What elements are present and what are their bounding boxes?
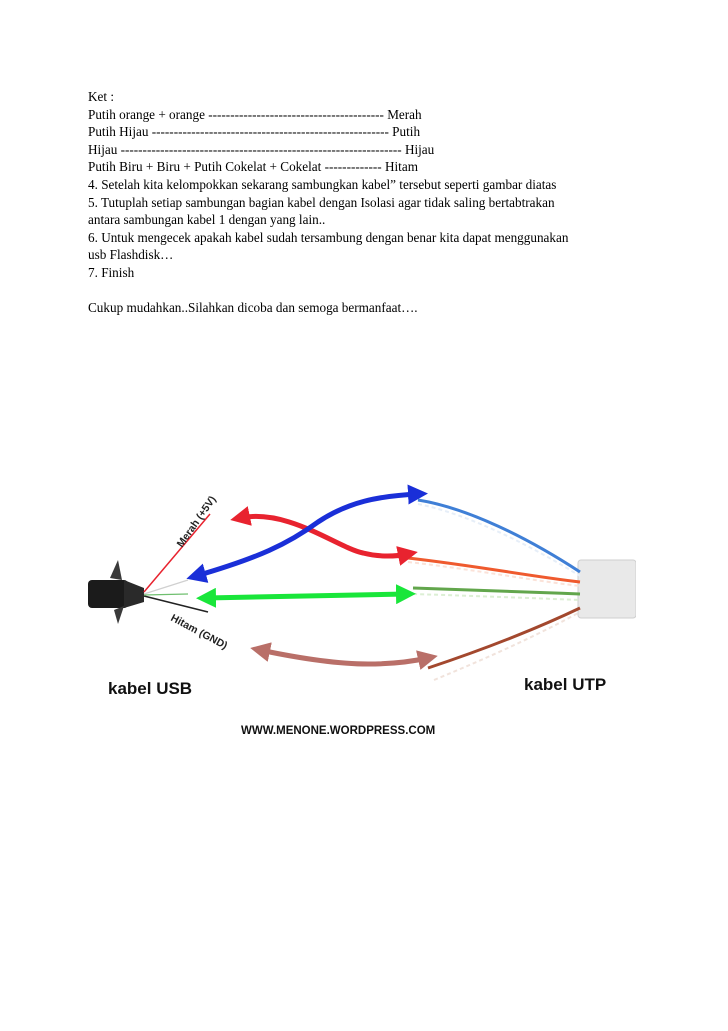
text-line-ket: Ket : (88, 89, 115, 104)
text-line-putih: Putih Hijau ------------------------------------------------------ Putih (88, 124, 421, 140)
text-line-hitam: Putih Biru + Biru + Putih Cokelat + Cokelat ------------- Hitam (88, 159, 418, 175)
arrow-blue (196, 494, 418, 576)
label-kabel-usb: kabel USB (108, 679, 193, 698)
text-line-hijau: Hijau ---------------------------------------------------------------- Hijau (88, 141, 435, 157)
arrow-brown (260, 650, 428, 664)
text-line-step-6-cont: usb Flashdisk… (88, 247, 174, 263)
label-kabel-utp: kabel UTP (524, 675, 607, 694)
text-line-step-4: 4. Setelah kita kelompokkan sekarang sambungkan kabel” tersebut seperti gambar diatas (88, 176, 557, 192)
text-line-step-7: 7. Finish (88, 264, 135, 280)
wiring-diagram (88, 468, 636, 740)
utp-cable (408, 500, 636, 680)
paragraph-spacer (88, 282, 648, 300)
text-line-step-5-cont: antara sambungan kabel 1 dengan yang lain.. (88, 212, 326, 228)
body-text (88, 88, 648, 317)
arrow-green (206, 594, 406, 598)
text-line-step-5: 5. Tutuplah setiap sambungan bagian kabel dengan Isolasi agar tidak saling bertabtrakan (88, 194, 555, 210)
closing-text: Cukup mudahkan..Silahkan dicoba dan semoga bermanfaat…. (88, 300, 418, 316)
label-merah: Merah (+5V) (174, 493, 219, 550)
text-line-merah: Putih orange + orange ---------------------------------------- Merah (88, 106, 422, 122)
wiring-diagram-figure (88, 468, 636, 740)
website-watermark: WWW.MENONE.WORDPRESS.COM (241, 725, 436, 737)
text-line-step-6: 6. Untuk mengecek apakah kabel sudah tersambung dengan benar kita dapat menggunakan (88, 229, 569, 245)
label-hitam: Hitam (GND) (168, 612, 230, 652)
